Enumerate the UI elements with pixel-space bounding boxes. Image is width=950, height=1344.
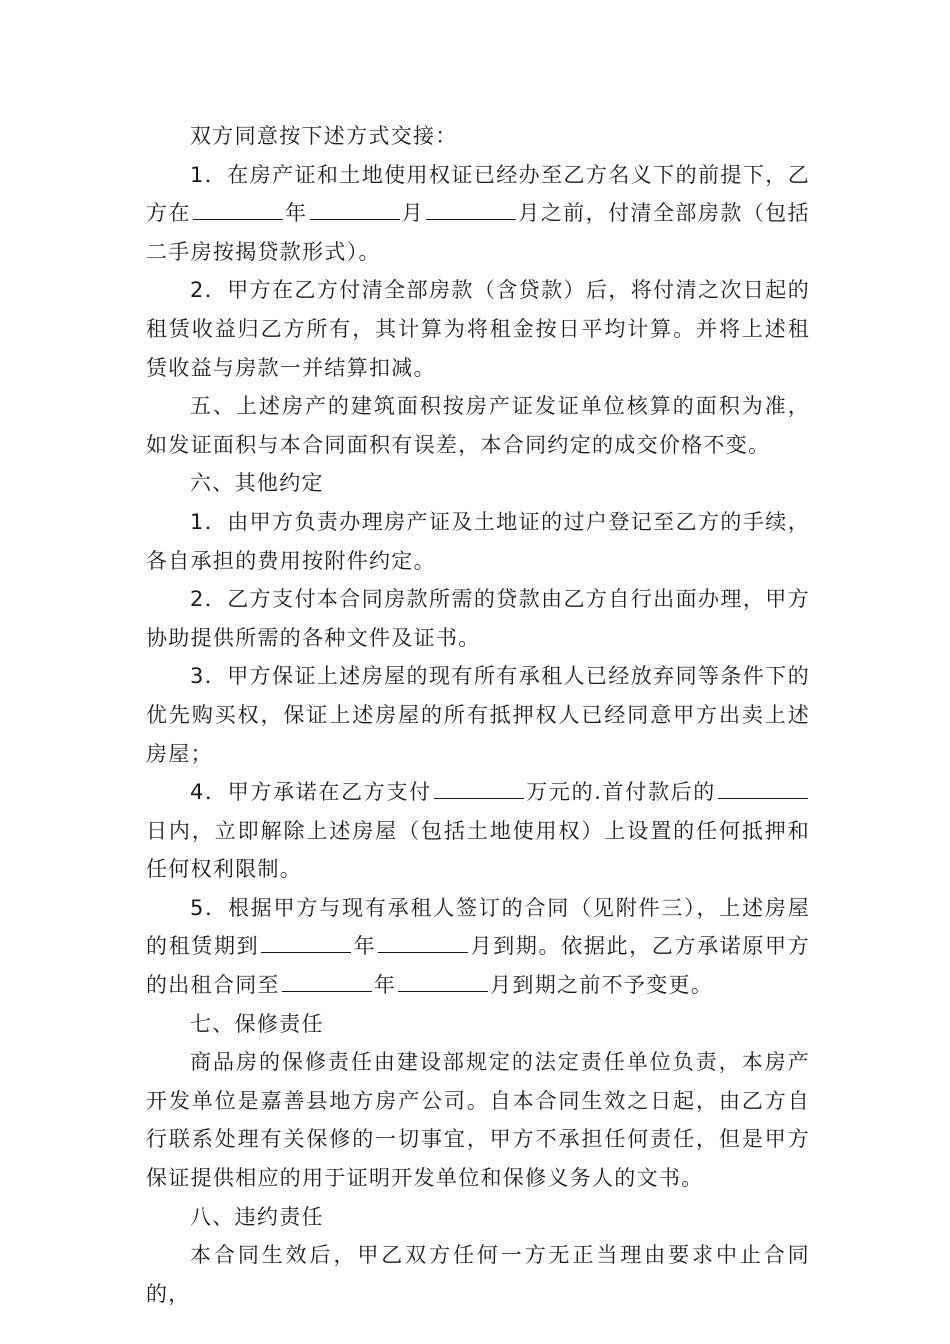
text-segment: 4．甲方承诺在乙方支付: [190, 780, 432, 805]
blank-month: [426, 197, 516, 220]
paragraph-handover-intro: 双方同意按下述方式交接：: [190, 124, 458, 148]
text-segment: 月到期之前不予变更。: [490, 973, 714, 998]
heading-section-8: 八、违约责任: [190, 1204, 324, 1229]
blank-year: [282, 969, 372, 992]
text-segment: 万元的.首付款后的: [525, 780, 716, 805]
paragraph-other-item-5: [146, 889, 810, 1005]
paragraph-breach: 本合同生效后，甲乙双方任何一方无正当理由要求中止合同的，: [146, 1243, 810, 1306]
text-segment: 年: [353, 934, 377, 959]
blank-year: [261, 930, 351, 953]
paragraph-warranty: 商品房的保修责任由建设部规定的法定责任单位负责，本房产开发单位是嘉善县地方房产公司。自本合同生效之日起，由乙方自行联系处理有关保修的一切事宜，甲方不承担任何责任，但是甲方保证提供相应的用于证明开发单位和保修义务人的文书。: [146, 1050, 810, 1191]
text-segment: 月: [401, 201, 425, 226]
blank-month: [378, 930, 468, 953]
paragraph-other-item-2: 2．乙方支付本合同房款所需的贷款由乙方自行出面办理，甲方协助提供所需的各种文件及证书。: [146, 587, 810, 650]
paragraph-handover-item-1: [146, 156, 810, 272]
text-segment: 1．在房产证和土地使用权证已经办至乙方名义下的前提下，乙方在: [146, 162, 810, 226]
blank-month: [398, 969, 488, 992]
blank-month: [310, 197, 400, 220]
document-page: [146, 117, 810, 1313]
text-segment: 年: [373, 973, 397, 998]
text-segment: 月之前，付清全部房款（包括二手房按揭贷款形式）。: [146, 201, 810, 264]
heading-section-7: 七、保修责任: [190, 1011, 324, 1036]
heading-section-6: 六、其他约定: [190, 471, 324, 496]
text-segment: 月到期。依据此，乙方承诺原甲方的出租合同至: [146, 934, 810, 998]
blank-year: [193, 197, 283, 220]
text-segment: 年: [284, 201, 308, 226]
blank-days: [718, 776, 808, 799]
paragraph-other-item-3: 3．甲方保证上述房屋的现有所有承租人已经放弃同等条件下的优先购买权，保证上述房屋的所有抵押权人已经同意甲方出卖上述房屋；: [146, 664, 810, 766]
paragraph-handover-item-2: 2．甲方在乙方付清全部房款（含贷款）后，将付清之次日起的租赁收益归乙方所有，其计算为将租金按日平均计算。并将上述租赁收益与房款一并结算扣减。: [146, 278, 810, 380]
text-segment: 日内，立即解除上述房屋（包括土地使用权）上设置的任何抵押和任何权利限制。: [146, 818, 810, 882]
paragraph-other-item-1: 1．由甲方负责办理房产证及土地证的过户登记至乙方的手续，各自承担的费用按附件约定。: [146, 509, 810, 573]
blank-amount: [434, 776, 524, 799]
paragraph-other-item-4: [146, 773, 810, 889]
paragraph-section-5: 五、上述房产的建筑面积按房产证发证单位核算的面积为准，如发证面积与本合同面积有误差，本合同约定的成交价格不变。: [146, 394, 810, 457]
text-segment: 5．根据甲方与现有承租人签订的合同（见附件三），上述房屋的租赁期到: [146, 895, 810, 959]
